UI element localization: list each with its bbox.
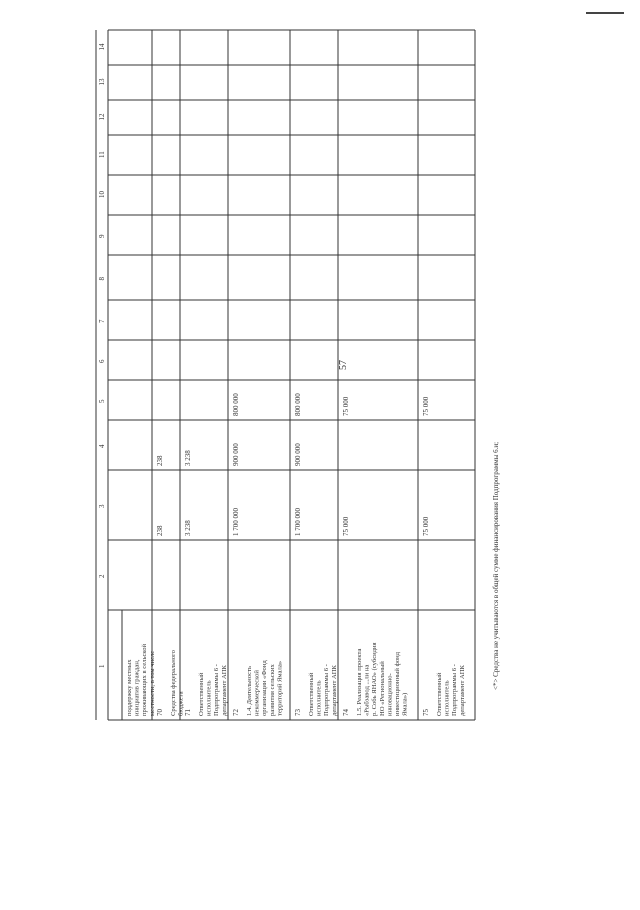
row-name-line: некоммерческой bbox=[253, 670, 261, 716]
column-number-label: 8 bbox=[98, 277, 106, 281]
row-name-line: инновационно- bbox=[386, 673, 394, 716]
row-id: 71 bbox=[184, 709, 192, 716]
row-value: 75 000 bbox=[422, 396, 430, 416]
column-number-label: 1 bbox=[98, 664, 106, 668]
column-number-label: 2 bbox=[98, 574, 106, 578]
column-number-label: 14 bbox=[98, 43, 106, 51]
row-id: 74 bbox=[342, 709, 350, 716]
row-value: 800 000 bbox=[294, 393, 302, 416]
row-name-line: территорий Ямала» bbox=[276, 660, 284, 716]
row-name-line: «Рыбзавод ...ли на bbox=[363, 664, 371, 716]
column-number-label: 9 bbox=[98, 234, 106, 238]
row-name-line: Ямала») bbox=[401, 692, 409, 716]
row-name-line: НО «Региональный bbox=[378, 661, 386, 716]
row-name-line: организации «Фонд bbox=[261, 660, 269, 716]
row-name-line: исполнитель bbox=[315, 680, 323, 716]
row-name-line: бюджета bbox=[177, 691, 185, 716]
row-name-line: департамент АПК bbox=[220, 665, 228, 716]
row-name-line: поддержку местных bbox=[126, 659, 133, 716]
row-name-line: Средства федерального bbox=[170, 650, 177, 716]
column-number-label: 6 bbox=[98, 359, 106, 363]
column-number-label: 11 bbox=[98, 151, 106, 158]
row-value: 800 000 bbox=[232, 393, 240, 416]
row-name-line: 1.5. Реализация проекта bbox=[356, 648, 363, 716]
row-value: 1 700 000 bbox=[232, 508, 240, 536]
row-value: 900 000 bbox=[294, 443, 302, 466]
row-value: 900 000 bbox=[232, 443, 240, 466]
row-name-line: Ответственный bbox=[308, 672, 315, 716]
row-name-line: развития сельских bbox=[268, 664, 276, 716]
row-value: 238 bbox=[156, 455, 164, 466]
row-name-line: исполнитель bbox=[205, 680, 213, 716]
row-value: 3 238 bbox=[184, 520, 192, 536]
column-number-label: 3 bbox=[98, 504, 106, 508]
row-name-line: 1.4. Деятельность bbox=[246, 666, 253, 716]
row-name-line: р. Собь ЯНАО» (субсидия bbox=[371, 642, 379, 716]
column-number-label: 12 bbox=[98, 113, 106, 121]
column-number-label: 4 bbox=[98, 444, 106, 448]
row-name-line: исполнитель bbox=[443, 680, 451, 716]
row-id: 72 bbox=[232, 709, 240, 716]
row-name-line: Подпрограммы 6 - bbox=[451, 664, 459, 716]
row-name-line: Ответственный bbox=[198, 672, 205, 716]
row-value: 75 000 bbox=[342, 396, 350, 416]
column-number-label: 13 bbox=[98, 78, 106, 86]
row-name-line: департамент АПК bbox=[330, 665, 338, 716]
footnote: <*> Средства не учитываются в общей сумме финансирования Подпрограммы 6.и; bbox=[492, 441, 500, 690]
row-name-line: департамент АПК bbox=[458, 665, 466, 716]
row-value: 75 000 bbox=[342, 516, 350, 536]
row-id: 75 bbox=[422, 709, 430, 716]
column-number-label: 5 bbox=[98, 399, 106, 403]
row-name-line: Подпрограммы 6 - bbox=[213, 664, 221, 716]
row-value: 1 700 000 bbox=[294, 508, 302, 536]
row-name-line: Ответственный bbox=[436, 672, 443, 716]
column-number-label: 10 bbox=[98, 191, 106, 198]
row-name-line: инициатив граждан, bbox=[133, 659, 141, 716]
column-number-label: 7 bbox=[98, 319, 106, 323]
row-id: 70 bbox=[156, 709, 164, 716]
page-number: 57 bbox=[338, 360, 349, 370]
row-name-line: инвестиционный фонд bbox=[394, 651, 401, 716]
row-value: 75 000 bbox=[422, 516, 430, 536]
row-name-line: местности, в том числе bbox=[148, 650, 156, 716]
row-value: 238 bbox=[156, 525, 164, 536]
row-value: 3 238 bbox=[184, 450, 192, 466]
row-id: 73 bbox=[294, 709, 302, 716]
row-name-line: проживающих в сельской bbox=[141, 643, 149, 716]
row-name-line: Подпрограммы 6 - bbox=[323, 664, 331, 716]
